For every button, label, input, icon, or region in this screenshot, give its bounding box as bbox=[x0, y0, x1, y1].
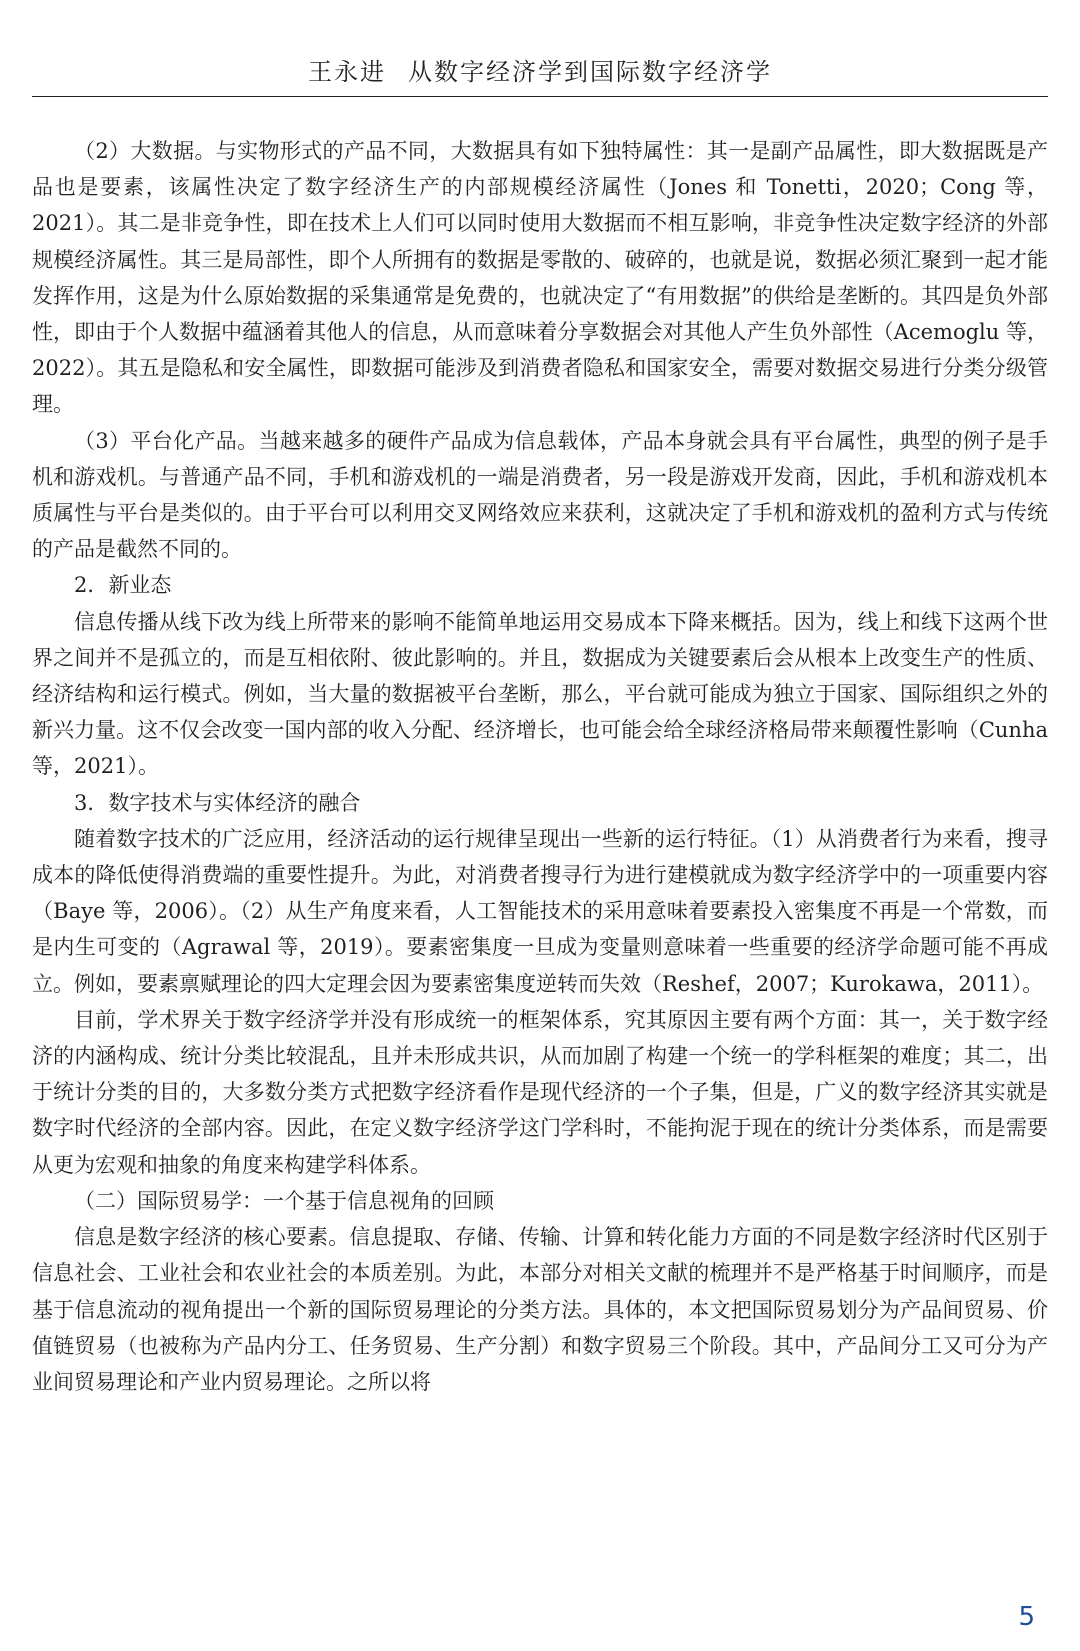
paragraph-platform-products: （3）平台化产品。当越来越多的硬件产品成为信息载体，产品本身就会具有平台属性，典型的例子是手机和游戏机。与普通产品不同，手机和游戏机的一端是消费者，另一段是游戏开发商，因此，手机和游戏机本质属性与平台是类似的。由于平台可以利用交叉网络效应来获利，这就决定了手机和游戏机的盈利方式与传统的产品是截然不同的。 bbox=[32, 428, 1048, 562]
header-rule bbox=[32, 96, 1048, 97]
running-header bbox=[0, 52, 1080, 87]
paragraph-new-business: 信息传播从线下改为线上所带来的影响不能简单地运用交易成本下降来概括。因为，线上和线下这两个世界之间并不是孤立的，而是互相依附、彼此影响的。并且，数据成为关键要素后会从根本上改变生产的性质、经济结构和运行模式。例如，当大量的数据被平台垄断，那么，平台就可能成为独立于国家、国际组织之外的新兴力量。这不仅会改变一国内部的收入分配、经济增长，也可能会给全球经济格局带来颠覆性影响（Cunha 等，2021）。 bbox=[32, 609, 1048, 779]
section-heading-international-trade: （二）国际贸易学：一个基于信息视角的回顾 bbox=[74, 1188, 494, 1213]
paragraph-information-core: 信息是数字经济的核心要素。信息提取、存储、传输、计算和转化能力方面的不同是数字经济时代区别于信息社会、工业社会和农业社会的本质差别。为此，本部分对相关文献的梳理并不是严格基于时间顺序，而是基于信息流动的视角提出一个新的国际贸易理论的分类方法。具体的，本文把国际贸易划分为产品间贸易、价值链贸易（也被称为产品内分工、任务贸易、生产分割）和数字贸易三个阶段。其中，产品间分工又可分为产业间贸易理论和产业内贸易理论。之所以将 bbox=[32, 1225, 1048, 1394]
paragraph-big-data: （2）大数据。与实物形式的产品不同，大数据具有如下独特属性：其一是副产品属性，即大数据既是产品也是要素，该属性决定了数字经济生产的内部规模经济属性（Jones 和 Tonetti，2020；Cong 等，2021）。其二是非竞争性，即在技术上人们可以同时使用大数据而不相互影响，非竞争性决定数字经济的外部规模经济属性。其三是局部性，即个人所拥有的数据是零散的、破碎的，也就是说，数据必须汇聚到一起才能发挥作用，这是为什么原始数据的采集通常是免费的，也就决定了“有用数据”的供给是垄断的。其四是负外部性，即由于个人数据中蕴涵着其他人的信息，从而意味着分享数据会对其他人产生负外部性（Acemoglu 等，2022）。其五是隐私和安全属性，即数据可能涉及到消费者隐私和国家安全，需要对数据交易进行分类分级管理。 bbox=[32, 139, 1048, 417]
paragraph-digital-technology: 随着数字技术的广泛应用，经济活动的运行规律呈现出一些新的运行特征。（1）从消费者行为来看，搜寻成本的降低使得消费端的重要性提升。为此，对消费者搜寻行为进行建模就成为数字经济学中的一项重要内容（Baye 等，2006）。（2）从生产角度来看，人工智能技术的采用意味着要素投入密集度不再是一个常数，而是内生可变的（Agrawal 等，2019）。要素密集度一旦成为变量则意味着一些重要的经济学命题可能不再成立。例如，要素禀赋理论的四大定理会因为要素密集度逆转而失效（Reshef，2007；Kurokawa，2011）。 bbox=[32, 826, 1048, 996]
article-body bbox=[32, 133, 1048, 1400]
section-heading-digital-real-economy: 3．数字技术与实体经济的融合 bbox=[74, 790, 361, 815]
page-number: 5 bbox=[1018, 1602, 1035, 1632]
header-author: 王永进 bbox=[308, 58, 386, 86]
paragraph-framework: 目前，学术界关于数字经济学并没有形成统一的框架体系，究其原因主要有两个方面：其一，关于数字经济的内涵构成、统计分类比较混乱，且并未形成共识，从而加剧了构建一个统一的学科框架的难度；其二，出于统计分类的目的，大多数分类方式把数字经济看作是现代经济的一个子集，但是，广义的数字经济其实就是数字时代经济的全部内容。因此，在定义数字经济学这门学科时，不能拘泥于现在的统计分类体系，而是需要从更为宏观和抽象的角度来构建学科体系。 bbox=[32, 1007, 1048, 1177]
section-heading-new-business: 2．新业态 bbox=[74, 573, 172, 598]
header-title: 从数字经济学到国际数字经济学 bbox=[408, 58, 772, 86]
